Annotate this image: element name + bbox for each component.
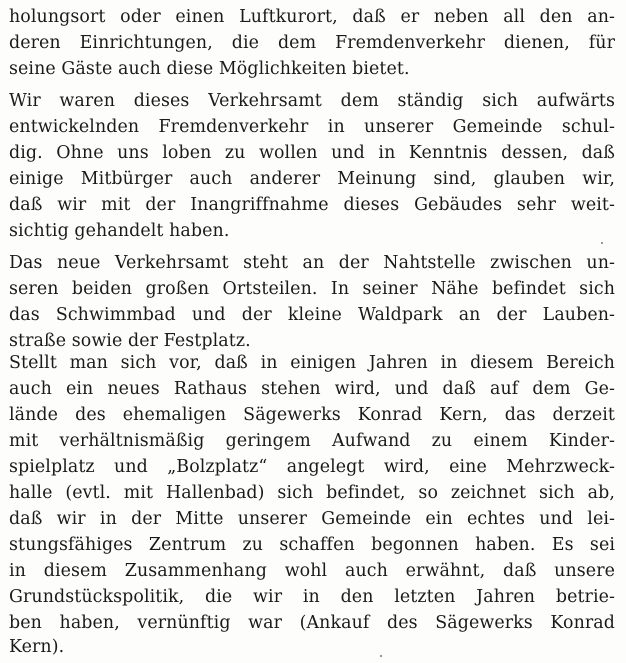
text-line: spielplatz und „Bolzplatz“ angelegt wird, eine Mehrzweck- <box>9 457 615 477</box>
text-line: Grundstückspolitik, die wir in den letzten Jahren betrie- <box>9 587 615 607</box>
text-line: Wir waren dieses Verkehrsamt dem ständig sich aufwärts <box>9 91 615 111</box>
text-line: seine Gäste auch diese Möglichkeiten bietet. <box>9 59 410 79</box>
text-line: deren Einrichtungen, die dem Fremdenverkehr dienen, für <box>9 33 615 53</box>
text-line: entwickelnden Fremdenverkehr in unserer Gemeinde schul- <box>9 117 615 137</box>
text-line: straße sowie der Festplatz. <box>9 331 251 351</box>
text-line: daß wir in der Mitte unserer Gemeinde ein echtes und lei- <box>9 509 615 529</box>
scan-speck <box>601 242 603 244</box>
text-line: mit verhältnismäßig geringem Aufwand zu einem Kinder- <box>9 431 615 451</box>
text-line: seren beiden großen Ortsteilen. In seiner Nähe befindet sich <box>9 279 615 299</box>
text-line: auch ein neues Rathaus stehen wird, und daß auf dem Ge- <box>9 379 615 399</box>
text-line: stungsfähiges Zentrum zu schaffen begonnen haben. Es sei <box>9 535 615 555</box>
text-line: halle (evtl. mit Hallenbad) sich befindet, so zeichnet sich ab, <box>9 483 615 503</box>
text-line: ben haben, vernünftig war (Ankauf des Sägewerks Konrad <box>9 613 615 633</box>
text-line: sichtig gehandelt haben. <box>9 221 230 241</box>
text-line: einige Mitbürger auch anderer Meinung sind, glauben wir, <box>9 169 615 189</box>
text-line: holungsort oder einen Luftkurort, daß er neben all den an- <box>9 7 615 27</box>
text-line: daß wir mit der Inangriffnahme dieses Gebäudes sehr weit- <box>9 195 615 215</box>
text-line: Kern). <box>9 637 65 657</box>
text-line: Stellt man sich vor, daß in einigen Jahren in diesem Bereich <box>9 353 615 373</box>
text-line: in diesem Zusammenhang wohl auch erwähnt, daß unsere <box>9 561 615 581</box>
text-line: lände des ehemaligen Sägewerks Konrad Kern, das derzeit <box>9 405 615 425</box>
scan-speck <box>380 655 382 657</box>
text-line: Das neue Verkehrsamt steht an der Nahtstelle zwischen un- <box>9 253 615 273</box>
text-line: das Schwimmbad und der kleine Waldpark an der Lauben- <box>9 305 615 325</box>
text-line: dig. Ohne uns loben zu wollen und in Kenntnis dessen, daß <box>9 143 615 163</box>
